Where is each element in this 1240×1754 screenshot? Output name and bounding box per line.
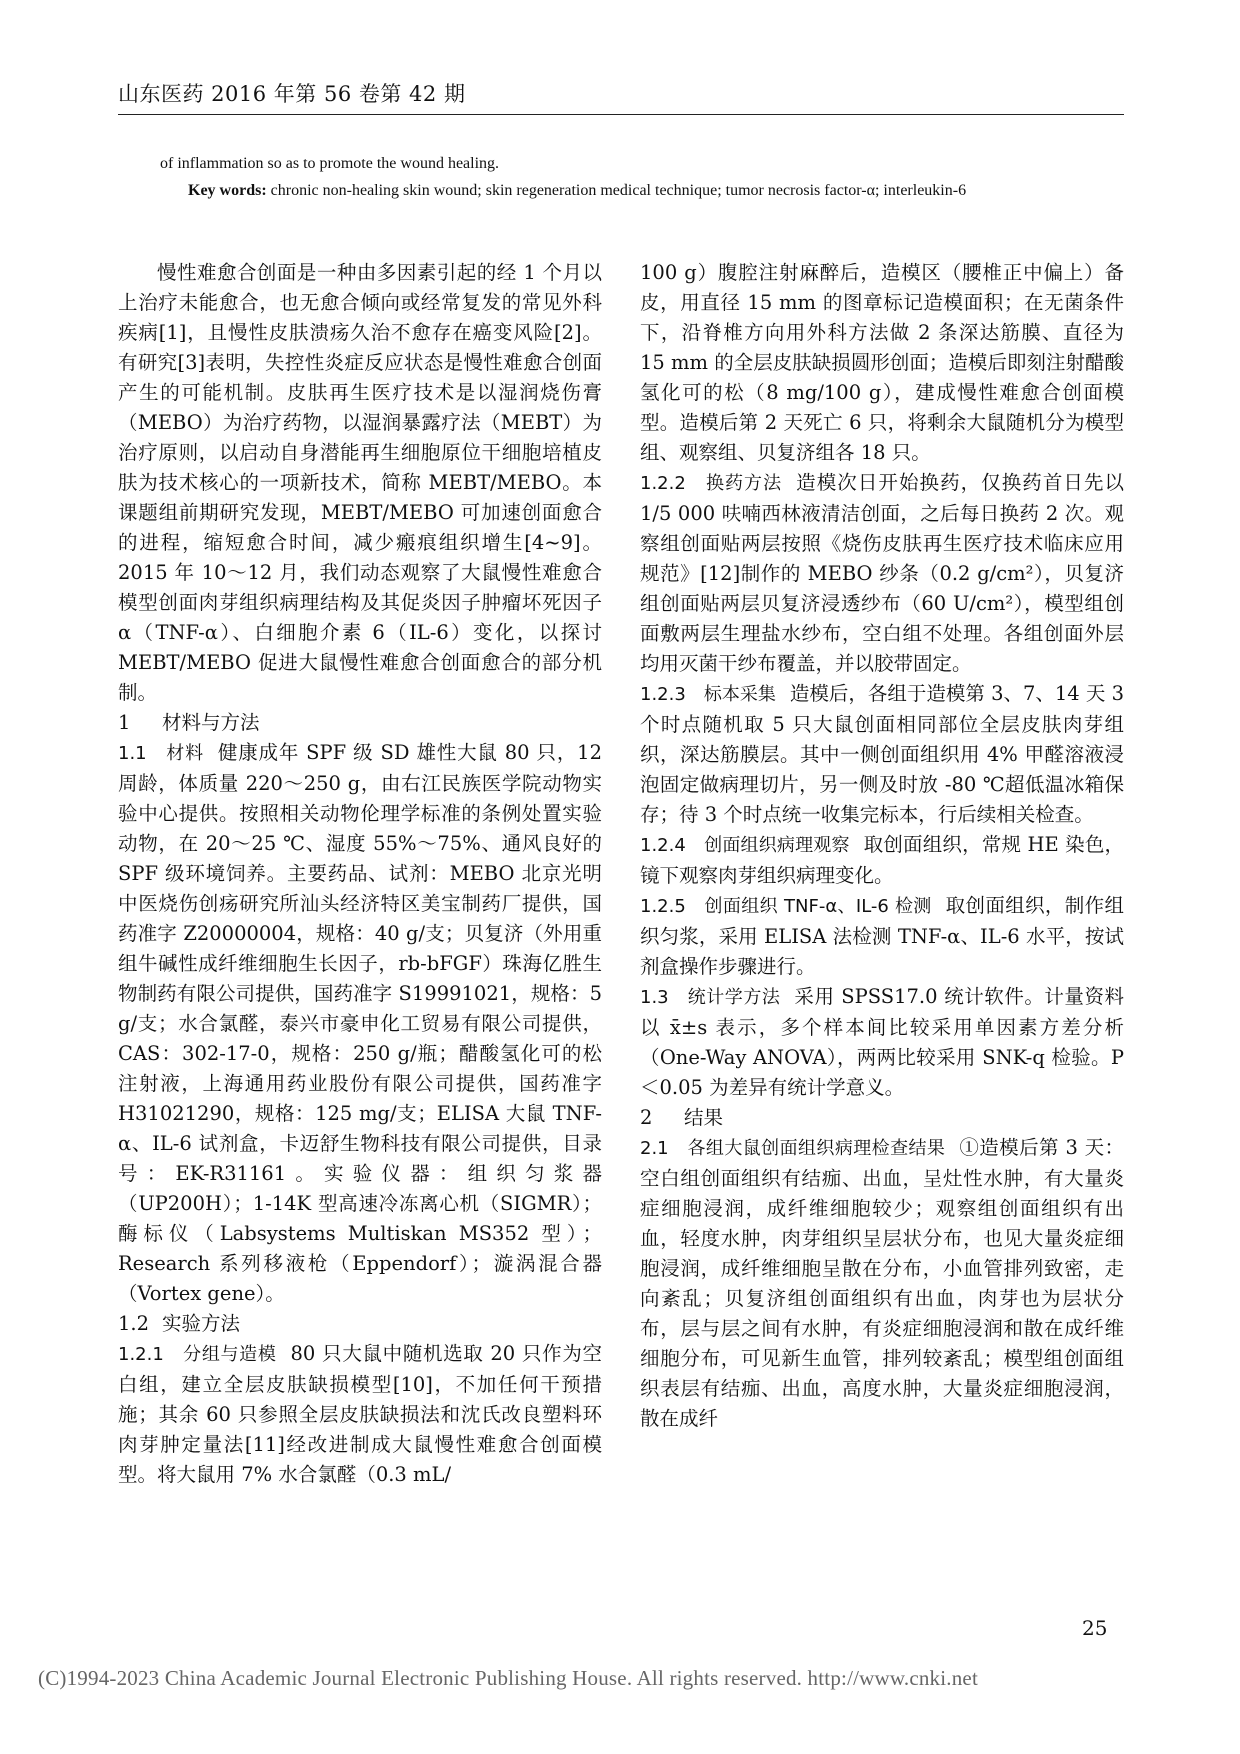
subsection-number: 2.1 [640, 1138, 669, 1159]
subsection-text: 采用 SPSS17.0 统计软件。计量资料以 x̄±s 表示，多个样本间比较采用单因素方差分析（One-Way ANOVA），两两比较采用 SNK-q 检验。P＜0.05 为差异有统计学意义。 [640, 985, 1125, 1099]
keywords-label: Key words: [188, 182, 267, 199]
right-column [640, 258, 1124, 1434]
subsection-heading-1-2 [118, 1309, 602, 1339]
keywords-line [160, 177, 1104, 204]
section-heading-1 [118, 708, 602, 738]
header-rule [118, 114, 1124, 115]
subsection-title: 分组与造模 [183, 1344, 277, 1365]
subsection-number: 1.1 [118, 743, 147, 764]
subsection-number: 1.2.5 [640, 896, 686, 917]
subsection-text: 造模后，各组于造模第 3、7、14 天 3 个时点随机取 5 只大鼠创面相同部位全层皮肤肉芽组织，深达筋膜层。其中一侧创面组织用 4% 甲醛溶液浸泡固定做病理切片，另一侧及时放 -80 ℃超低温冰箱保存；待 3 个时点统一收集完标本，行后续相关检查。 [640, 682, 1125, 826]
subsection-1-1 [118, 738, 602, 1309]
section-title: 实验方法 [162, 1312, 241, 1335]
subsection-1-2-3 [640, 679, 1124, 830]
subsection-1-2-4 [640, 830, 1124, 891]
subsection-2-1 [640, 1133, 1124, 1434]
subsection-label [640, 1138, 945, 1159]
subsection-title: 各组大鼠创面组织病理检查结果 [687, 1138, 946, 1159]
subsection-label [118, 743, 204, 764]
subsection-number: 1.2.2 [640, 473, 686, 494]
subsection-1-2-5 [640, 891, 1124, 982]
subsection-number: 1.2.4 [640, 835, 686, 856]
section-heading-2 [640, 1103, 1124, 1133]
page-number: 25 [1082, 1616, 1108, 1640]
subsection-1-2-1 [118, 1339, 602, 1490]
journal-header: 山东医药 2016 年第 56 卷第 42 期 [118, 82, 466, 106]
copyright-notice: (C)1994-2023 China Academic Journal Electronic Publishing House. All rights reserved. http://www.cnki.net [38, 1666, 978, 1690]
subsection-1-2-1-continued: 100 g）腹腔注射麻醉后，造模区（腰椎正中偏上）备皮，用直径 15 mm 的图章标记造模面积；在无菌条件下，沿脊椎方向用外科方法做 2 条深达筋膜、直径为 15 mm 的全层皮肤缺损圆形创面；造模后即刻注射醋酸氢化可的松（8 mg/100 g），建成慢性难愈合创面模型。造模后第 2 天死亡 6 只，将剩余大鼠随机分为模型组、观察组、贝复济组各 18 只。 [640, 261, 1124, 464]
subsection-title: 换药方法 [705, 473, 783, 494]
subsection-title: 标本采集 [703, 684, 776, 705]
subsection-number: 1.3 [640, 987, 669, 1008]
subsection-title: 统计学方法 [687, 987, 781, 1008]
section-number: 2 [640, 1106, 653, 1129]
subsection-text: 取创面组织，制作组织匀浆，采用 ELISA 法检测 TNF-α、IL-6 水平，按试剂盒操作步骤进行。 [640, 894, 1124, 978]
section-number: 1 [118, 711, 131, 734]
abstract-block [160, 150, 1104, 204]
subsection-label [640, 835, 850, 856]
subsection-number: 1.2.1 [118, 1344, 164, 1365]
section-number: 1.2 [118, 1312, 150, 1335]
section-title: 材料与方法 [162, 711, 260, 734]
abstract-tail: of inflammation so as to promote the wound healing. [160, 155, 500, 172]
subsection-title: 材料 [166, 743, 204, 764]
subsection-1-2-2 [640, 468, 1124, 679]
subsection-title: 创面组织病理观察 [704, 835, 850, 856]
subsection-title: 创面组织 TNF-α、IL-6 检测 [704, 896, 932, 917]
subsection-text: ①造模后第 3 天：空白组创面组织有结痂、出血，呈灶性水肿，有大量炎症细胞浸润，成纤维细胞较少；观察组创面组织有出血，轻度水肿，肉芽组织呈层状分布，也见大量炎症细胞浸润，成纤维细胞呈散在分布，小血管排列致密，走向紊乱；贝复济组创面组织有出血，肉芽也为层状分布，层与层之间有水肿，有炎症细胞浸润和散在成纤维细胞分布，可见新生血管，排列较紊乱；模型组创面组织表层有结痂、出血，高度水肿，大量炎症细胞浸润，散在成纤 [640, 1136, 1124, 1430]
subsection-text: 80 只大鼠中随机选取 20 只作为空白组，建立全层皮肤缺损模型[10]，不加任何干预措施；其余 60 只参照全层皮肤缺损法和沈氏改良塑料环肉芽肿定量法[11]经改进制成大鼠慢性难愈合创面模型。将大鼠用 7% 水合氯醛（0.3 mL/ [118, 1342, 603, 1486]
subsection-number: 1.2.3 [640, 684, 686, 705]
subsection-label [640, 987, 780, 1008]
section-title: 结果 [684, 1106, 724, 1129]
left-column [118, 258, 602, 1490]
subsection-label [118, 1344, 276, 1365]
subsection-1-3 [640, 982, 1124, 1103]
keywords-text: chronic non-healing skin wound; skin regeneration medical technique; tumor necrosis factor-α; interleukin-6 [270, 182, 967, 199]
subsection-label [640, 473, 782, 494]
intro-paragraph: 慢性难愈合创面是一种由多因素引起的经 1 个月以上治疗未能愈合，也无愈合倾向或经常复发的常见外科疾病[1]，且慢性皮肤溃疡久治不愈存在癌变风险[2]。有研究[3]表明，失控性炎症反应状态是慢性难愈合创面产生的可能机制。皮肤再生医疗技术是以湿润烧伤膏（MEBO）为治疗药物，以湿润暴露疗法（MEBT）为治疗原则，以启动自身潜能再生细胞原位干细胞培植皮肤为技术核心的一项新技术，简称 MEBT/MEBO。本课题组前期研究发现，MEBT/MEBO 可加速创面愈合的进程，缩短愈合时间，减少瘢痕组织增生[4~9]。2015 年 10～12 月，我们动态观察了大鼠慢性难愈合模型创面肉芽组织病理结构及其促炎因子肿瘤坏死因子 α（TNF-α）、白细胞介素 6（IL-6）变化，以探讨 MEBT/MEBO 促进大鼠慢性难愈合创面愈合的部分机制。 [118, 261, 602, 704]
subsection-label [640, 896, 932, 917]
subsection-text: 健康成年 SPF 级 SD 雄性大鼠 80 只，12 周龄，体质量 220～250 g，由右江民族医学院动物实验中心提供。按照相关动物伦理学标准的条例处置实验动物，在 20～25 ℃、湿度 55%～75%、通风良好的 SPF 级环境饲养。主要药品、试剂：MEBO 北京光明中医烧伤创疡研究所汕头经济特区美宝制药厂提供，国药准字 Z20000004，规格：40 g/支；贝复济（外用重组牛碱性成纤维细胞生长因子，rb-bFGF）珠海亿胜生物制药有限公司提供，国药准字 S19991021，规格：5 g/支；水合氯醛，泰兴市豪申化工贸易有限公司提供，CAS：302-17-0，规格：250 g/瓶；醋酸氢化可的松注射液，上海通用药业股份有限公司提供，国药准字 H31021290，规格：125 mg/支；ELISA 大鼠 TNF-α、IL-6 试剂盒，卡迈舒生物科技有限公司提供，目录号：EK-R31161。实验仪器：组织匀浆器（UP200H）；1-14K 型高速冷冻离心机（SIGMR）；酶标仪（Labsystems Multiskan MS352 型）；Research 系列移液枪（Eppendorf）；漩涡混合器（Vortex gene）。 [118, 741, 602, 1305]
subsection-label [640, 684, 776, 705]
subsection-text: 取创面组织，常规 HE 染色，镜下观察肉芽组织病理变化。 [640, 833, 1125, 887]
subsection-text: 造模次日开始换药，仅换药首日先以 1/5 000 呋喃西林液清洁创面，之后每日换药 2 次。观察组创面贴两层按照《烧伤皮肤再生医疗技术临床应用规范》[12]制作的 MEBO 纱条（0.2 g/cm²），贝复济组创面贴两层贝复济浸透纱布（60 U/cm²），模型组创面敷两层生理盐水纱布，空白组不处理。各组创面外层均用灭菌干纱布覆盖，并以胶带固定。 [640, 471, 1125, 675]
